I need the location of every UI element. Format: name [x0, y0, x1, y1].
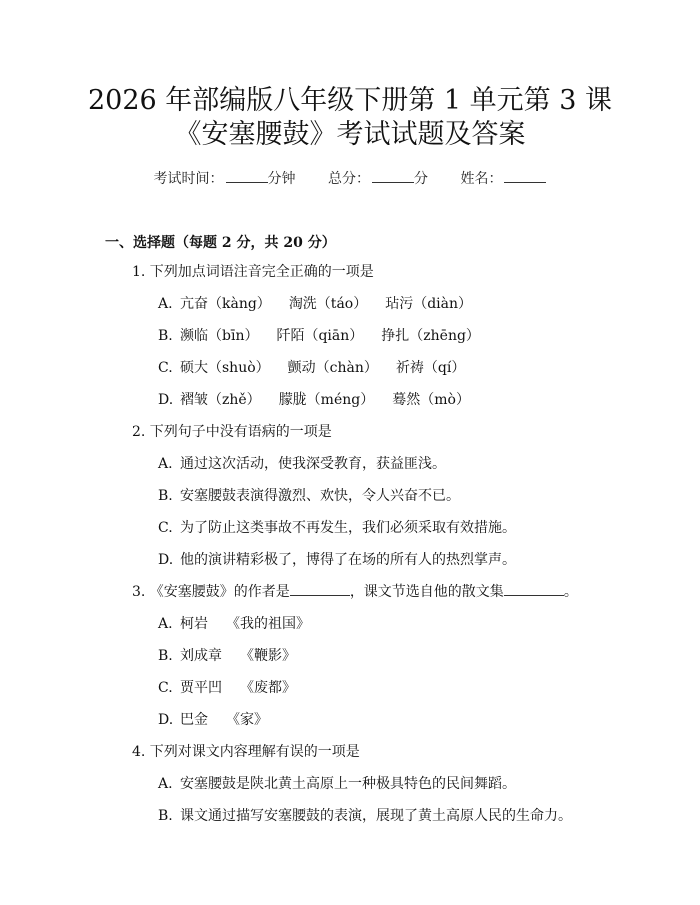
q3-option-b: B. 刘成章 《鞭影》	[158, 648, 296, 664]
score-field	[328, 171, 432, 187]
question-3-stem: 3. 《安塞腰鼓》的作者是 ，课文节选自他的散文集 。	[132, 584, 578, 600]
q2-option-a: A. 通过这次活动，使我深受教育，获益匪浅。	[158, 456, 446, 472]
score-blank	[372, 170, 414, 183]
answer-blank-author	[290, 583, 350, 596]
q2-option-c: C. 为了防止这类事故不再发生，我们必须采取有效措施。	[158, 520, 516, 536]
name-field	[460, 171, 546, 187]
q3-option-c: C. 贾平凹 《废都》	[158, 680, 296, 696]
time-unit: 分钟	[267, 171, 296, 187]
q3-option-a: A. 柯岩 《我的祖国》	[158, 616, 310, 632]
q1-option-a: A. 亢奋（kàng） 淘洗（táo） 玷污（diàn）	[158, 296, 473, 312]
name-blank	[504, 170, 546, 183]
score-unit: 分	[414, 171, 428, 187]
q4-option-b: B. 课文通过描写安塞腰鼓的表演，展现了黄土高原人民的生命力。	[158, 808, 572, 824]
score-label: 总分：	[328, 171, 370, 187]
question-2-stem: 2. 下列句子中没有语病的一项是	[132, 424, 332, 440]
q1-option-b: B. 濒临（bīn） 阡陌（qiān） 挣扎（zhēng）	[158, 328, 480, 344]
q2-option-b: B. 安塞腰鼓表演得激烈、欢快，令人兴奋不已。	[158, 488, 460, 504]
q3-option-d: D. 巴金 《家》	[158, 712, 268, 728]
q1-option-c: C. 硕大（shuò） 颤动（chàn） 祈祷（qí）	[158, 360, 466, 376]
exam-title-line2: 《安塞腰鼓》考试试题及答案	[174, 119, 526, 150]
exam-title-line1: 2026 年部编版八年级下册第 1 单元第 3 课	[88, 85, 612, 116]
q1-option-d: D. 褶皱（zhě） 朦胧（méng） 蓦然（mò）	[158, 392, 470, 408]
question-1-stem: 1. 下列加点词语注音完全正确的一项是	[132, 264, 374, 280]
time-label: 考试时间：	[153, 171, 224, 187]
question-4-stem: 4. 下列对课文内容理解有误的一项是	[132, 744, 360, 760]
time-field	[154, 171, 300, 187]
name-label: 姓名：	[460, 171, 503, 187]
section-heading: 一、选择题（每题 2 分，共 20 分）	[105, 235, 336, 251]
exam-info-row	[0, 168, 700, 188]
q2-option-d: D. 他的演讲精彩极了，博得了在场的所有人的热烈掌声。	[158, 552, 516, 568]
q4-option-a: A. 安塞腰鼓是陕北黄土高原上一种极具特色的民间舞蹈。	[158, 776, 516, 792]
time-blank	[226, 170, 268, 183]
answer-blank-book	[504, 583, 564, 596]
